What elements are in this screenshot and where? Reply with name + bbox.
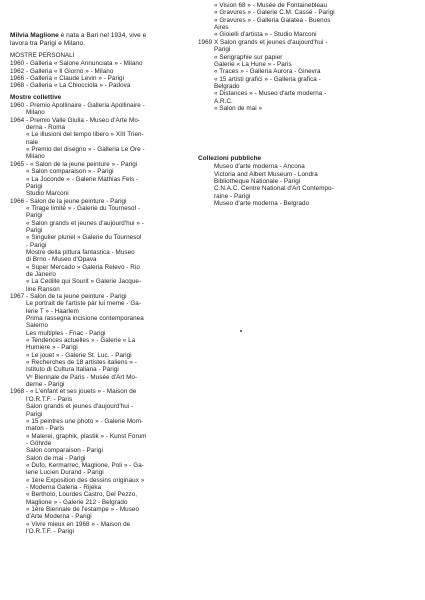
entry-line: « Vivre mieux en 1968 » - Maison de <box>26 520 131 528</box>
entry-line: - Premio Apollinaire - Galleria Apollinaire - <box>26 102 145 110</box>
entry-line: - Salon de la jeune peinture - Parigi <box>26 293 127 300</box>
entry-line: raine - Parigi <box>214 192 251 200</box>
continued-exhibition-line <box>198 24 378 31</box>
public-collection-line <box>198 178 378 185</box>
entry-line: « Tirage limité » - Galerie du Tournesol - <box>26 204 140 212</box>
public-collection-line <box>198 200 378 207</box>
intro-line: è nata a Bari nel 1934, vive e <box>60 32 147 39</box>
entry-line: - Salon de la jeune peinture - Parigi <box>26 197 127 205</box>
entry-line: « Bertholo, Lourdes Castro, Del Pezzo, <box>26 491 138 499</box>
indent-spacer <box>198 9 214 16</box>
entry-line: « Recherches de 18 artistes italiens » - <box>26 359 137 367</box>
entry-line: « La Cedille qui Sourit » Galerie Jacque- <box>26 278 142 286</box>
indent-spacer <box>198 200 214 207</box>
entry-line: « Vision 68 » - Musée de Fontainebleau <box>214 2 328 9</box>
collective-exhibition-entry <box>10 293 201 388</box>
public-collection-line <box>198 163 378 170</box>
entry-year: 1968 <box>10 82 25 90</box>
entry-line: nale <box>26 138 39 146</box>
collective-exhibition-entry <box>10 388 201 535</box>
entry-line: Belgrado <box>214 83 240 91</box>
right-column-continued <box>198 2 378 39</box>
entry-line: Parigi <box>214 46 231 54</box>
entry-line: « 1ère Exposition des dessins originaux » <box>26 476 145 484</box>
indent-spacer <box>198 2 214 9</box>
entry-line: l'O.R.T.F. - Parigi <box>26 528 74 535</box>
entry-year: 1962 <box>10 67 25 75</box>
entry-line: Aires <box>214 24 229 32</box>
entry-line: d'Arte Moderna - Parigi <box>26 513 92 521</box>
indent-spacer <box>198 171 214 178</box>
entry-line: Le portrait de l'artiste par lui meme - Ga- <box>26 300 141 308</box>
indent-spacer <box>198 185 214 192</box>
public-collections-block <box>198 155 378 207</box>
entry-line: Victoria and Albert Museum - Londra <box>214 170 318 178</box>
entry-year: 1969 <box>198 39 213 46</box>
entry-line: « Premio del disegno » - Galleria Le Ore - <box>26 146 145 154</box>
entry-line: X Salon grands et jeunes d'aujourd'hui - <box>214 39 328 46</box>
entry-line: « Gravures » - Galleria Galatea - Buenos <box>214 16 331 24</box>
small-dot-mark <box>240 330 242 332</box>
entry-year: 1965 <box>10 160 25 168</box>
public-collections-list <box>198 163 378 207</box>
collective-exhibition-entry <box>10 161 201 198</box>
entry-body <box>26 68 201 75</box>
entry-line: Salon grands et jeunes d'aujourd'hui - <box>26 403 134 411</box>
indent-spacer <box>198 31 214 38</box>
entry-line: - Premio Valle Giulia - Museo d'Arte Mo- <box>26 116 141 124</box>
personal-exhibitions-list <box>10 60 201 89</box>
indent-spacer <box>198 178 214 185</box>
entry-line: « Salon de mai » <box>214 105 263 113</box>
personal-exhibitions-heading: MOSTRE PERSONALI <box>10 52 75 59</box>
entry-line: « Tendences actuelles » - Galerie « La <box>26 337 136 345</box>
entry-body <box>26 117 201 161</box>
entry-line: Studio Marconi <box>26 190 69 198</box>
entry-line: « La Joconde » - Galerie Mathias Fels - <box>26 175 139 183</box>
entry-line: derne - Parigi <box>26 381 65 389</box>
entry-line: Istituto di Cultura Italiana - Parigi <box>26 366 119 374</box>
indent-spacer <box>198 193 214 200</box>
entry-line: Vᵉ Biennale de Paris - Musée d'Art Mo- <box>26 373 138 381</box>
entry-line: C.N.A.C. Centre National d'Art Contempo- <box>214 185 334 193</box>
left-column <box>10 32 201 535</box>
entry-line: - Galleria « Il Giorno » - Milano <box>26 67 114 75</box>
collective-exhibition-entry <box>198 39 378 112</box>
intro-line: lavora tra Parigi e Milano. <box>10 40 86 47</box>
entry-body <box>26 198 201 293</box>
entry-line: « Salon grands et jeunes d'aujourd'hui » - <box>26 219 144 227</box>
entry-line: - Göhrde <box>26 439 52 447</box>
entry-line: « Distances » - Museo d'arte moderna - <box>214 90 327 98</box>
personal-exhibition-entry <box>10 60 201 67</box>
public-collection-line <box>198 171 378 178</box>
entry-line: A.R.C. <box>214 97 233 105</box>
entry-year: 1960 <box>10 102 25 110</box>
entry-body <box>26 60 201 67</box>
public-collections-heading: Collezioni pubbliche <box>198 155 262 162</box>
entry-year: 1960 <box>10 60 25 68</box>
entry-line: Parigi <box>26 212 43 220</box>
right-1969-block <box>198 39 378 112</box>
entry-line: - Galleria « La Chiocciola » - Padova <box>26 82 131 90</box>
entry-year: 1967 <box>10 293 25 300</box>
entry-line: - Parigi <box>26 241 47 249</box>
entry-year: 1966 <box>10 75 25 83</box>
entry-line: - Galleria « Claude Levin » - Parigi <box>26 75 125 83</box>
entry-line: « Le jouet » - Galerie St. Luc. - Parigi <box>26 351 132 359</box>
indent-spacer <box>198 24 214 31</box>
personal-exhibition-entry <box>10 82 201 89</box>
entry-line: Humiere » - Parigi <box>26 344 78 352</box>
indent-spacer <box>198 163 214 170</box>
personal-exhibition-entry <box>10 75 201 82</box>
continued-exhibition-line <box>198 9 378 16</box>
personal-exhibition-entry <box>10 68 201 75</box>
entry-year: 1968 <box>10 388 25 396</box>
entry-body <box>214 39 378 112</box>
continued-exhibition-line <box>198 2 378 9</box>
entry-line: lerie Lucien Durand - Parigi <box>26 469 104 477</box>
entry-body <box>26 75 201 82</box>
public-collection-line <box>198 185 378 192</box>
entry-year: 1966 <box>10 197 25 205</box>
artist-intro <box>10 32 201 48</box>
entry-line: Salon de mai - Parigi <box>26 454 86 462</box>
entry-line: « Singulier pluriel » Galerie du Tournesol <box>26 234 142 242</box>
entry-body <box>26 161 201 198</box>
entry-line: Bibliotheque Nationale - Parigi <box>214 178 301 186</box>
entry-line: « 1ère Biennale de l'estampe » - Museo <box>26 505 140 513</box>
collective-exhibitions-list <box>10 102 201 535</box>
collective-exhibition-entry <box>10 102 201 117</box>
entry-line: « Malerei, graphik, plastik » - Kunst Forum <box>26 432 147 440</box>
entry-line: « Salon comparaison » - Parigi <box>26 168 114 176</box>
entry-line: de Janeiro <box>26 270 56 278</box>
indent-spacer <box>198 17 214 24</box>
entry-line: « Traces » - Galleria Aurora - Ginevra <box>214 68 321 76</box>
entry-line: di Brno - Museo d'Opava <box>26 256 97 264</box>
entry-body <box>26 82 201 89</box>
entry-line: l'O.R.T.F. - Paris <box>26 395 73 403</box>
entry-line: - Moderna Galeria - Rijeka <box>26 483 102 491</box>
entry-line: Milano <box>26 153 45 161</box>
entry-line: Prima rassegna incisione contemporanea <box>26 315 144 323</box>
entry-line: - « Salon de la jeune peinture » - Parigi <box>26 160 138 168</box>
entry-line: Parigi <box>26 410 43 418</box>
entry-line: Salon comparaison - Parigi <box>26 447 103 455</box>
entry-line: « Le illusioni del tempo libero » XIII Trien- <box>26 131 144 139</box>
entry-year: 1964 <box>10 116 25 124</box>
entry-line: Maglione » - Galerie 212 - Belgrado <box>26 498 128 506</box>
entry-line: Museo d'arte moderna - Belgrado <box>214 200 310 208</box>
entry-body <box>26 388 201 535</box>
entry-line: « Gioielli d'artista » - Studio Marconi <box>214 31 317 39</box>
entry-line: derna - Roma <box>26 124 66 132</box>
entry-line: « Serigraphie sur papier <box>214 53 283 61</box>
entry-line: Les multiples - Fnac - Parigi <box>26 329 106 337</box>
entry-line: « Super Mercado » Galeria Relevo - Rio <box>26 263 140 271</box>
entry-line: lerie T » - Haarlem <box>26 307 79 315</box>
collective-exhibition-entry <box>10 198 201 293</box>
entry-line: maton - Paris <box>26 425 65 433</box>
entry-line: « Gravures » - Galerie C.M. Cassé - Parigi <box>214 9 335 17</box>
entry-line: Galerie « La Hune » - Paris <box>214 61 292 69</box>
entry-line: - Galleria « Salone Annunciata » - Milano <box>26 60 143 68</box>
continued-exhibition-line <box>198 17 378 24</box>
entry-line: - « L'enfant et ses jouets » - Maison de <box>26 388 137 396</box>
entry-line: Museo d'arte moderna - Ancona <box>214 163 305 171</box>
entry-line: line Ranson <box>26 285 60 293</box>
public-collection-line <box>198 193 378 200</box>
entry-line: Milano <box>26 109 45 117</box>
entry-body <box>26 293 201 388</box>
artist-name: Milvia Maglione <box>10 32 59 39</box>
collective-exhibition-entry <box>10 117 201 161</box>
entry-body <box>26 102 201 117</box>
entry-line: Parigi <box>26 226 43 234</box>
entry-line: « 15 artisti grafici » - Galleria grafica - <box>214 75 321 83</box>
continued-exhibition-line <box>198 31 378 38</box>
entry-line: « 15 peintres une photo » - Galerie Mom- <box>26 417 144 425</box>
entry-line: Parigi <box>26 182 43 190</box>
entry-line: « Dufo, Kermarrec, Maglione, Poli » - Ga- <box>26 461 144 469</box>
entry-line: Salerno <box>26 322 49 330</box>
collective-exhibitions-heading: Mostre collettive <box>10 93 62 101</box>
entry-line: Mostre della pittura fantastica - Museo <box>26 248 135 256</box>
